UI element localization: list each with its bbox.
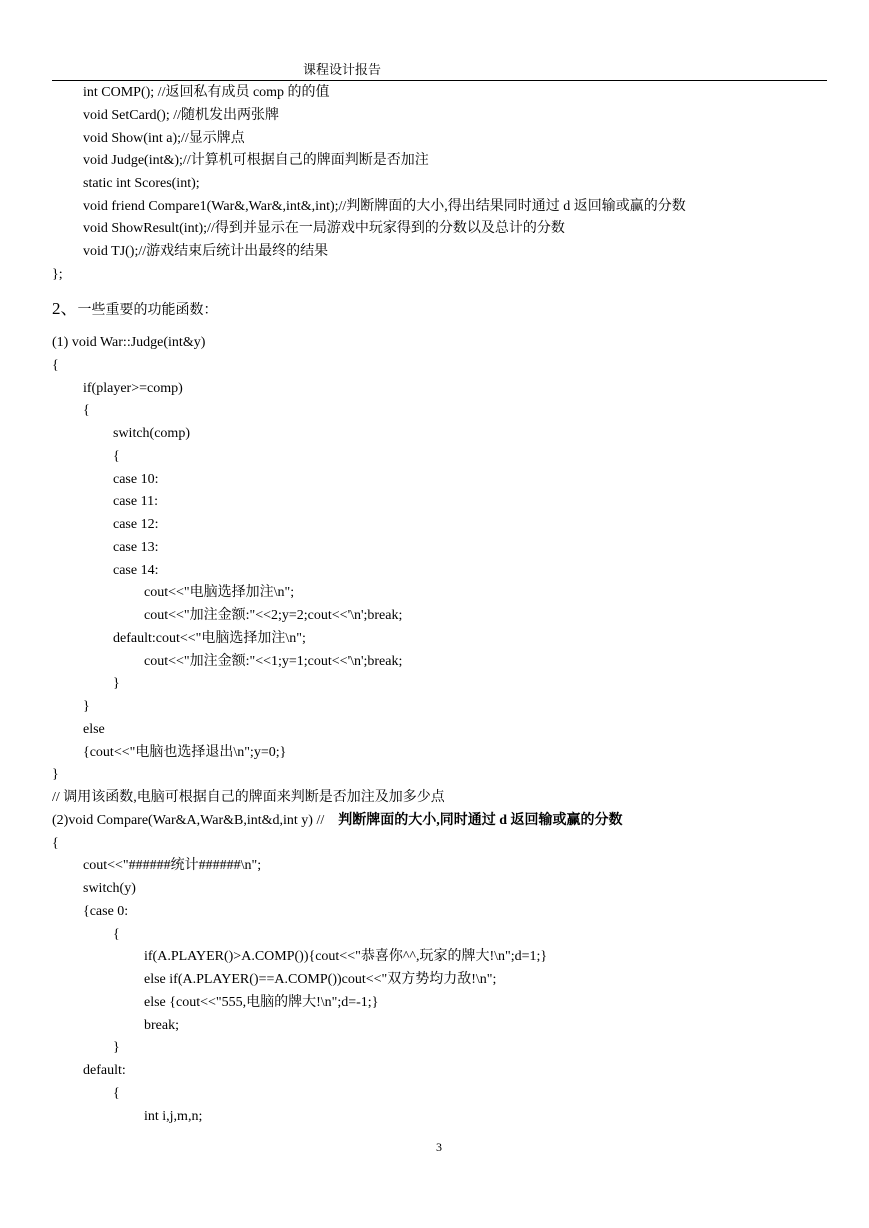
- code-comment: // 调用该函数,电脑可根据自己的牌面来判断是否加注及加多少点: [52, 790, 445, 805]
- code-line: void ShowResult(int);//得到并显示在一局游戏中玩家得到的分数以及总计的分数: [83, 221, 565, 236]
- code-line: switch(comp): [113, 426, 190, 441]
- code-line: void Judge(int&);//计算机可根据自己的牌面判断是否加注: [83, 153, 429, 168]
- code-line: {: [113, 1086, 120, 1101]
- bold-comment: 判断牌面的大小,同时通过 d 返回输或赢的分数: [338, 813, 623, 828]
- header-rule: [52, 80, 827, 81]
- section-number: 2、: [52, 299, 78, 318]
- function-signature: (2)void Compare(War&A,War&B,int&d,int y) //: [52, 813, 339, 828]
- code-line: else if(A.PLAYER()==A.COMP())cout<<"双方势均力敌!\n";: [144, 972, 497, 987]
- code-line: void friend Compare1(War&,War&,int&,int);//判断牌面的大小,得出结果同时通过 d 返回输或赢的分数: [83, 199, 686, 214]
- code-line: case 11:: [113, 494, 158, 509]
- code-line: }: [83, 699, 90, 714]
- code-line: else: [83, 722, 105, 737]
- code-line: void Show(int a);//显示牌点: [83, 131, 245, 146]
- code-line: case 14:: [113, 563, 159, 578]
- code-line: if(A.PLAYER()>A.COMP()){cout<<"恭喜你^^,玩家的牌大!\n";d=1;}: [144, 949, 548, 964]
- code-line: int COMP(); //返回私有成员 comp 的的值: [83, 85, 330, 100]
- code-line: [52, 812, 623, 830]
- code-line: {case 0:: [83, 904, 129, 919]
- page-header-title: 课程设计报告: [303, 62, 382, 77]
- code-line: {: [113, 927, 120, 942]
- code-line: int i,j,m,n;: [144, 1109, 203, 1124]
- code-line: cout<<"######统计######\n";: [83, 858, 262, 873]
- page-number: 3: [436, 1140, 442, 1154]
- code-line: cout<<"电脑选择加注\n";: [144, 585, 295, 600]
- code-line: {: [52, 836, 59, 851]
- code-line: case 10:: [113, 472, 159, 487]
- code-line: }: [52, 767, 59, 782]
- section-title: 一些重要的功能函数：: [77, 303, 218, 318]
- code-line: {cout<<"电脑也选择退出\n";y=0;}: [83, 745, 287, 760]
- code-line: if(player>=comp): [83, 381, 183, 396]
- code-line: };: [52, 267, 63, 282]
- code-line: {: [83, 403, 90, 418]
- code-line: cout<<"加注金额:"<<2;y=2;cout<<'\n';break;: [144, 608, 403, 623]
- code-line: void TJ();//游戏结束后统计出最终的结果: [83, 244, 329, 259]
- code-line: case 13:: [113, 540, 159, 555]
- code-line: }: [113, 1040, 120, 1055]
- code-line: {: [113, 449, 120, 464]
- code-line: default:cout<<"电脑选择加注\n";: [113, 631, 306, 646]
- code-line: break;: [144, 1018, 179, 1033]
- section-heading: [52, 299, 218, 321]
- code-line: static int Scores(int);: [83, 176, 200, 191]
- code-line: else {cout<<"555,电脑的牌大!\n";d=-1;}: [144, 995, 379, 1010]
- code-line: switch(y): [83, 881, 136, 896]
- code-line: {: [52, 358, 59, 373]
- code-line: cout<<"加注金额:"<<1;y=1;cout<<'\n';break;: [144, 654, 403, 669]
- code-line: default:: [83, 1063, 126, 1078]
- code-line: }: [113, 676, 120, 691]
- code-line: void SetCard(); //随机发出两张牌: [83, 108, 279, 123]
- code-line: (1) void War::Judge(int&y): [52, 335, 206, 350]
- code-line: case 12:: [113, 517, 159, 532]
